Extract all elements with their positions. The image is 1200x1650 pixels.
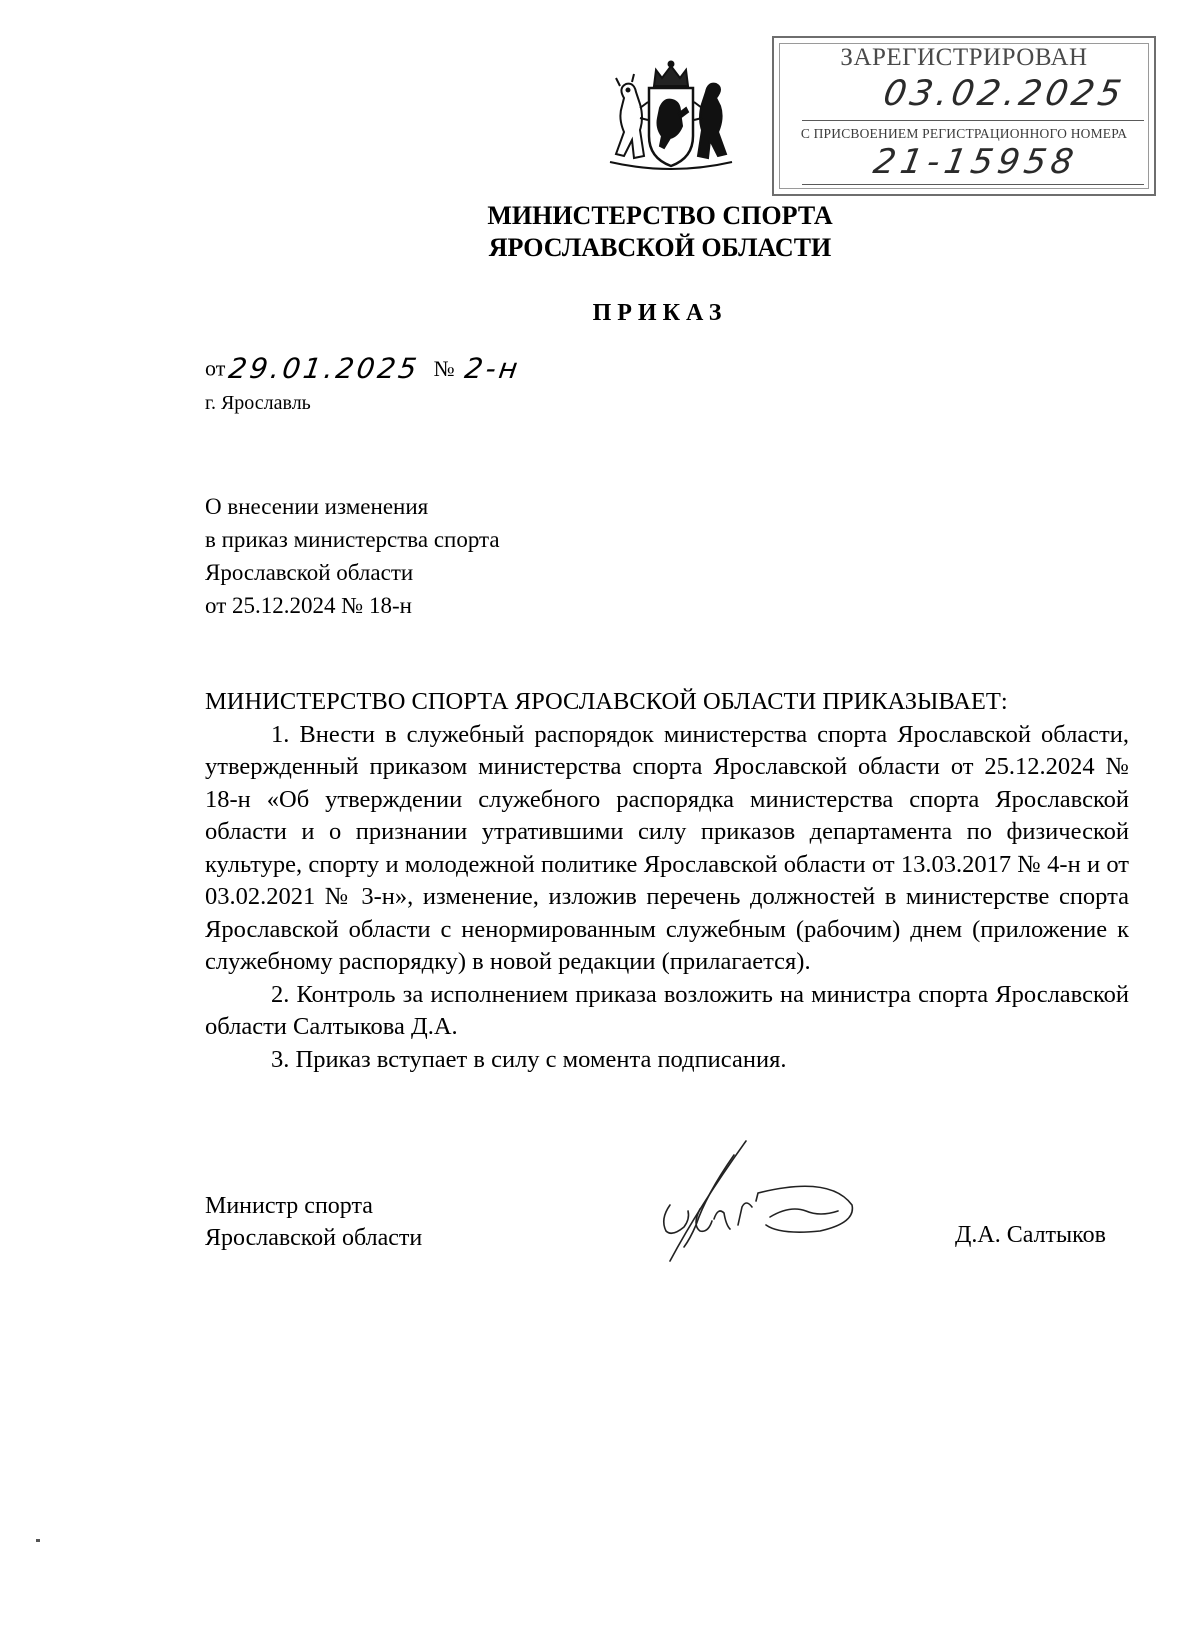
- order-paragraph: 1. Внести в служебный распорядок министерства спорта Ярославской области, утвержденный приказом министерства спорта Ярославской области от 25.12.2024 № 18-н «Об утверждении служебного распорядка министерства спорта Ярославской области и о признании утратившими силу приказов департамента по физической культуре, спорту и молодежной политике Ярославской области от 13.03.2017 № 4-н и от 03.02.2021 № 3-н», изменение, изложив перечень должностей в министерстве спорта Ярославской области с ненормированным служебным (рабочим) днем (приложение к служебному распорядку) в новой редакции (прилагается).: [205, 720, 1129, 975]
- order-date: 29.01.2025: [227, 352, 422, 385]
- ministry-name: [410, 200, 910, 264]
- stamp-registration-number: 21-15958: [870, 142, 1082, 182]
- ministry-name-line: МИНИСТЕРСТВО СПОРТА: [487, 201, 833, 230]
- subject-line: О внесении изменения: [205, 494, 429, 519]
- stamp-registration-date: 03.02.2025: [880, 74, 1128, 114]
- stamp-caption: С ПРИСВОЕНИЕМ РЕГИСТРАЦИОННОГО НОМЕРА: [800, 126, 1128, 141]
- order-paragraph: 3. Приказ вступает в силу с момента подписания.: [271, 1045, 787, 1073]
- document-type-title: ПРИКАЗ: [592, 300, 728, 326]
- stamp-divider: [802, 184, 1144, 185]
- coat-of-arms-icon: [604, 58, 738, 176]
- ministry-name-line: ЯРОСЛАВСКОЙ ОБЛАСТИ: [488, 233, 832, 262]
- stamp-divider: [802, 120, 1144, 121]
- number-sign: №: [433, 355, 455, 381]
- signatory-position-line: Ярославской области: [205, 1225, 423, 1251]
- subject-line: в приказ министерства спорта: [205, 527, 500, 552]
- order-body: [205, 686, 1129, 1076]
- registration-stamp: [772, 36, 1156, 196]
- handwritten-signature: [630, 1135, 880, 1265]
- signatory-position-line: Министр спорта: [205, 1193, 373, 1219]
- order-date-number: [205, 352, 523, 392]
- order-number: 2-н: [462, 352, 523, 385]
- subject-line: от 25.12.2024 № 18-н: [205, 593, 412, 618]
- signatory-name: Д.А. Салтыков: [955, 1222, 1106, 1248]
- subject-line: Ярославской области: [205, 560, 414, 585]
- order-preamble: МИНИСТЕРСТВО СПОРТА ЯРОСЛАВСКОЙ ОБЛАСТИ ПРИКАЗЫВАЕТ:: [205, 688, 1008, 715]
- stamp-title: ЗАРЕГИСТРИРОВАН: [840, 44, 1088, 71]
- city: г. Ярославль: [205, 392, 311, 414]
- order-paragraph: 2. Контроль за исполнением приказа возложить на министра спорта Ярославской области Салтыкова Д.А.: [205, 980, 1129, 1040]
- order-subject: [205, 490, 500, 622]
- signatory-position: [205, 1190, 422, 1254]
- scan-speck: [36, 1539, 40, 1542]
- date-prefix: от: [205, 355, 226, 381]
